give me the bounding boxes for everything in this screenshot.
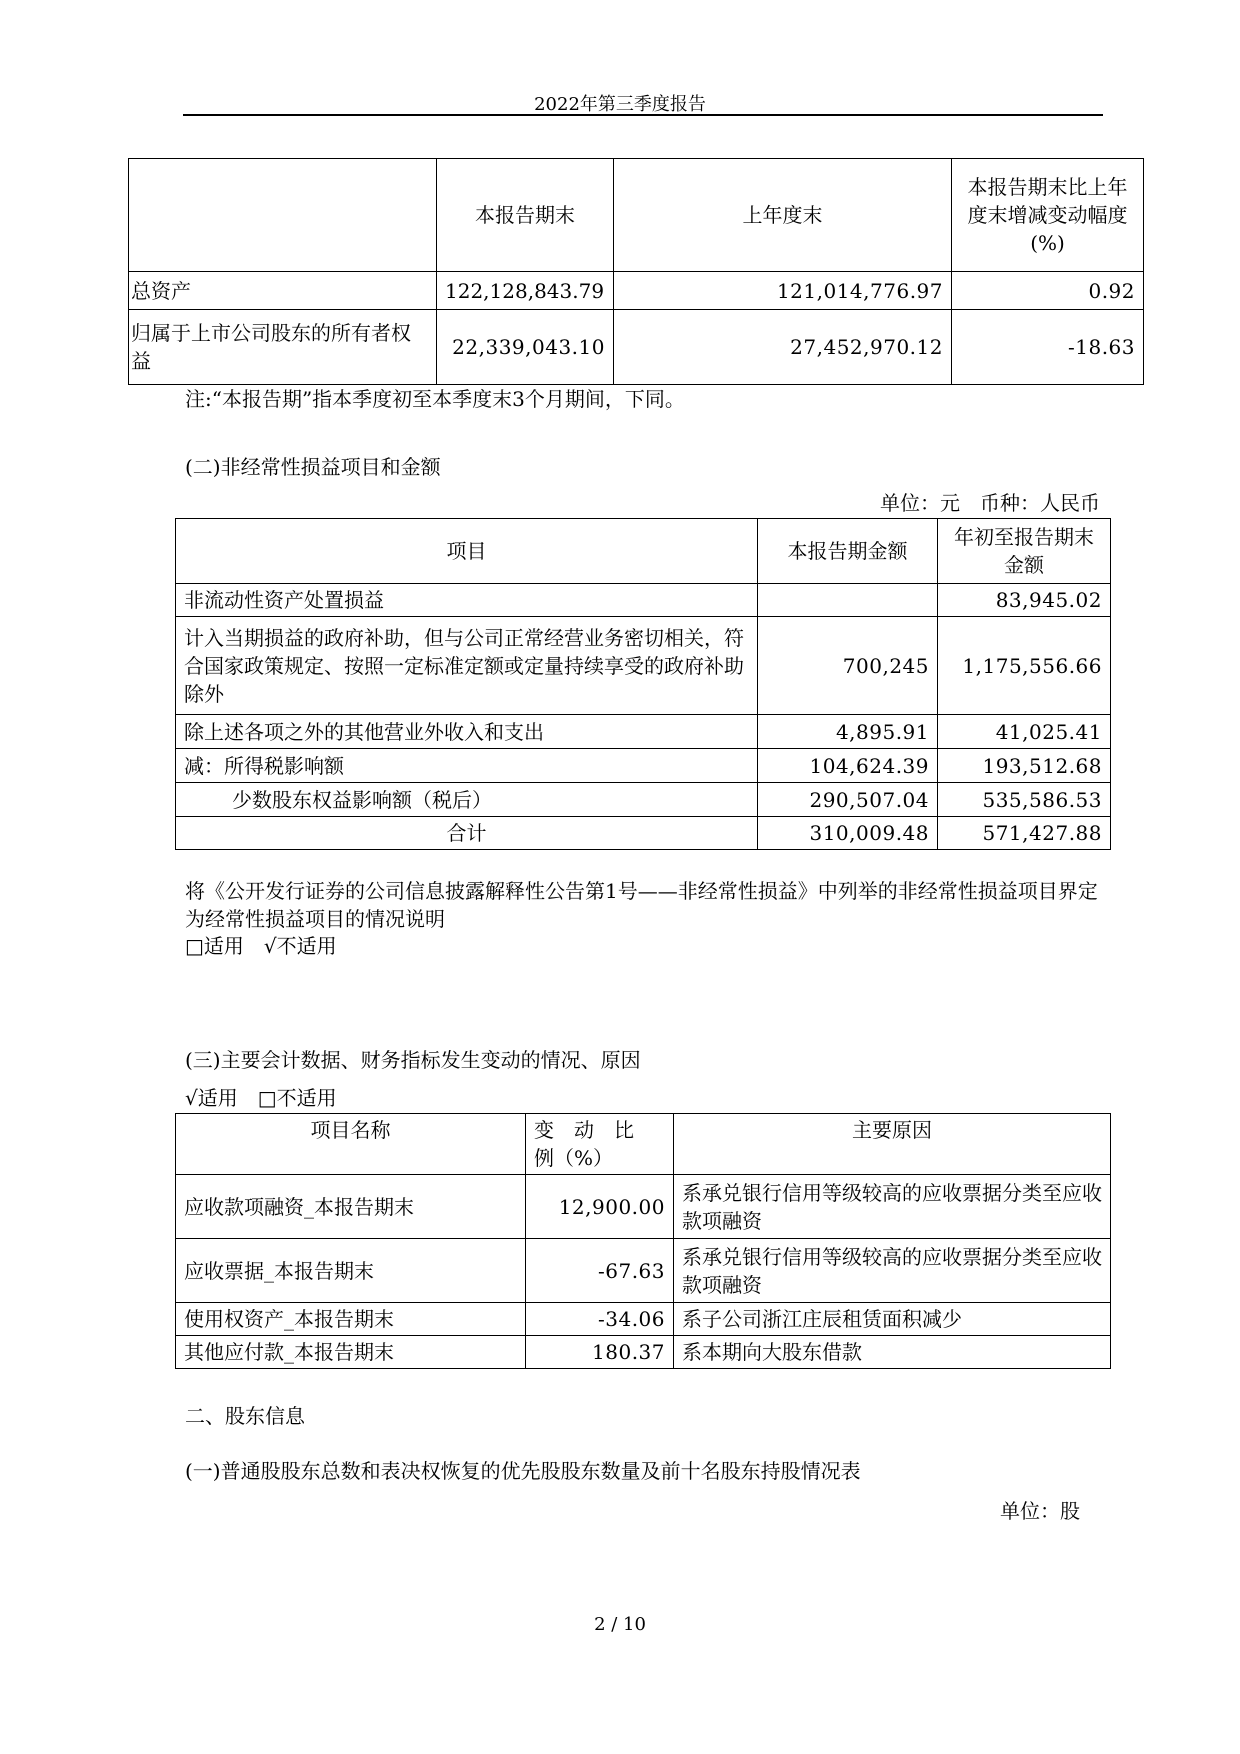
table-header-cell: 年初至报告期末金额 [938,519,1111,584]
row-reason: 系承兑银行信用等级较高的应收票据分类至应收款项融资 [674,1239,1111,1303]
table-header-cell: 项目 [176,519,758,584]
section-heading: 二、股东信息 [185,1404,305,1428]
table-row [176,1175,1111,1239]
row-ratio: 180.37 [526,1336,674,1369]
table-header-cell [129,159,437,272]
row-item: 合计 [176,817,758,850]
table-header-cell: 本报告期金额 [758,519,938,584]
row-item: 除上述各项之外的其他营业外收入和支出 [176,715,758,749]
table-row [129,310,1144,385]
row-item: 少数股东权益影响额（税后） [176,783,758,817]
row-current: 22,339,043.10 [437,310,614,385]
table-header-cell: 本报告期末比上年度末增减变动幅度(%) [952,159,1144,272]
row-period: 310,009.48 [758,817,938,850]
row-ratio: -67.63 [526,1239,674,1303]
row-name: 其他应付款_本报告期末 [176,1336,526,1369]
table-row [129,272,1144,310]
applicability-status: □适用 √不适用 [185,934,337,958]
row-ytd: 83,945.02 [938,584,1111,617]
table-header-cell: 变 动 比 例（%） [526,1114,674,1175]
row-prior: 121,014,776.97 [614,272,952,310]
row-ytd: 1,175,556.66 [938,617,1111,715]
row-reason: 系子公司浙江庄辰租赁面积减少 [674,1303,1111,1336]
row-ytd: 535,586.53 [938,783,1111,817]
row-name: 应收票据_本报告期末 [176,1239,526,1303]
row-name: 应收款项融资_本报告期末 [176,1175,526,1239]
table-header-cell: 主要原因 [674,1114,1111,1175]
row-period: 104,624.39 [758,749,938,783]
report-header-title: 2022年第三季度报告 [534,94,706,115]
section-title: (一)普通股股东总数和表决权恢复的优先股股东数量及前十名股东持股情况表 [185,1459,861,1483]
section-title: (二)非经常性损益项目和金额 [185,455,441,479]
row-reason: 系承兑银行信用等级较高的应收票据分类至应收款项融资 [674,1175,1111,1239]
table-header-row [129,159,1144,272]
applicability-status: √适用 □不适用 [185,1086,337,1110]
row-ratio: -34.06 [526,1303,674,1336]
row-change: 0.92 [952,272,1144,310]
table-row [176,783,1111,817]
table-row [176,749,1111,783]
share-unit: 单位：股 [1000,1499,1080,1523]
row-ytd: 41,025.41 [938,715,1111,749]
table-row [176,584,1111,617]
table-row [176,715,1111,749]
currency-unit: 单位：元 币种：人民币 [880,491,1100,515]
table-note: 注:“本报告期”指本季度初至本季度末3个月期间，下同。 [185,387,685,411]
row-item: 减：所得税影响额 [176,749,758,783]
balance-summary-table [128,158,1144,385]
row-current: 122,128,843.79 [437,272,614,310]
table-row [176,1303,1111,1336]
table-header-cell: 上年度末 [614,159,952,272]
table-header-cell: 本报告期末 [437,159,614,272]
table-header-row [176,519,1111,584]
row-reason: 系本期向大股东借款 [674,1336,1111,1369]
row-label: 总资产 [129,272,437,310]
row-label: 归属于上市公司股东的所有者权益 [129,310,437,385]
section-title: (三)主要会计数据、财务指标发生变动的情况、原因 [185,1048,641,1072]
table-header-row [176,1114,1111,1175]
row-item: 计入当期损益的政府补助，但与公司正常经营业务密切相关，符合国家政策规定、按照一定标准定额或定量持续享受的政府补助除外 [176,617,758,715]
reclassification-note: 将《公开发行证券的公司信息披露解释性公告第1号——非经常性损益》中列举的非经常性损益项目界定为经常性损益项目的情况说明 [185,879,1098,931]
table-row [176,617,1111,715]
row-ratio: 12,900.00 [526,1175,674,1239]
table-header-cell: 项目名称 [176,1114,526,1175]
row-name: 使用权资产_本报告期末 [176,1303,526,1336]
row-ytd: 193,512.68 [938,749,1111,783]
row-item: 非流动性资产处置损益 [176,584,758,617]
table-row [176,1336,1111,1369]
variance-table [175,1113,1111,1369]
row-period: 700,245 [758,617,938,715]
row-ytd: 571,427.88 [938,817,1111,850]
row-period: 4,895.91 [758,715,938,749]
table-total-row [176,817,1111,850]
row-change: -18.63 [952,310,1144,385]
header-divider [183,114,1103,116]
row-period: 290,507.04 [758,783,938,817]
row-period [758,584,938,617]
table-row [176,1239,1111,1303]
page-number: 2 / 10 [594,1614,646,1635]
nonrecurring-items-table [175,518,1111,850]
row-prior: 27,452,970.12 [614,310,952,385]
